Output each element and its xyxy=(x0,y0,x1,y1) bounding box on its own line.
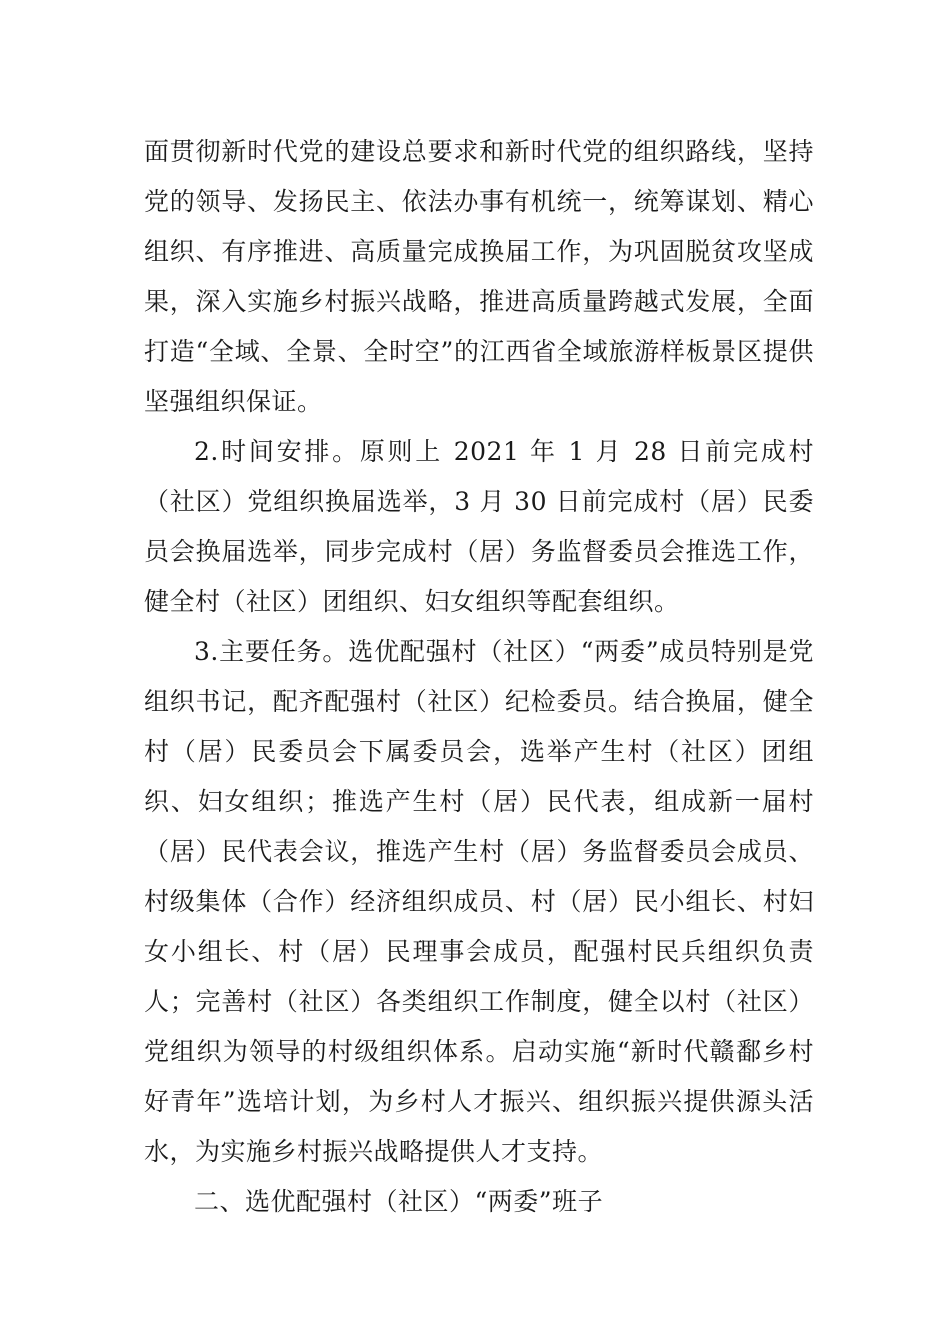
paragraph-main-tasks: 3.主要任务。选优配强村（社区）“两委”成员特别是党组织书记，配齐配强村（社区）纪检委员。结合换届，健全村（居）民委员会下属委员会，选举产生村（社区）团组织、妇女组织；推选产生村（居）民代表，组成新一届村（居）民代表会议，推选产生村（居）务监督委员会成员、村级集体（合作）经济组织成员、村（居）民小组长、村妇女小组长、村（居）民理事会成员，配强村民兵组织负责人；完善村（社区）各类组织工作制度，健全以村（社区）党组织为领导的村级组织体系。启动实施“新时代赣鄱乡村好青年”选培计划，为乡村人才振兴、组织振兴提供源头活水，为实施乡村振兴战略提供人才支持。 xyxy=(144,637,814,1166)
paragraph-guiding-principle: 面贯彻新时代党的建设总要求和新时代党的组织路线，坚持党的领导、发扬民主、依法办事有机统一，统筹谋划、精心组织、有序推进、高质量完成换届工作，为巩固脱贫攻坚成果，深入实施乡村振兴战略，推进高质量跨越式发展，全面打造“全域、全景、全时空”的江西省全域旅游样板景区提供坚强组织保证。 xyxy=(144,137,814,416)
section-heading: 二、选优配强村（社区）“两委”班子 xyxy=(194,1187,604,1216)
document-body xyxy=(144,127,814,1227)
paragraph-time-schedule: 2.时间安排。原则上 2021 年 1 月 28 日前完成村（社区）党组织换届选举，3 月 30 日前完成村（居）民委员会换届选举，同步完成村（居）务监督委员会推选工作，健全村（社区）团组织、妇女组织等配套组织。 xyxy=(144,437,814,616)
